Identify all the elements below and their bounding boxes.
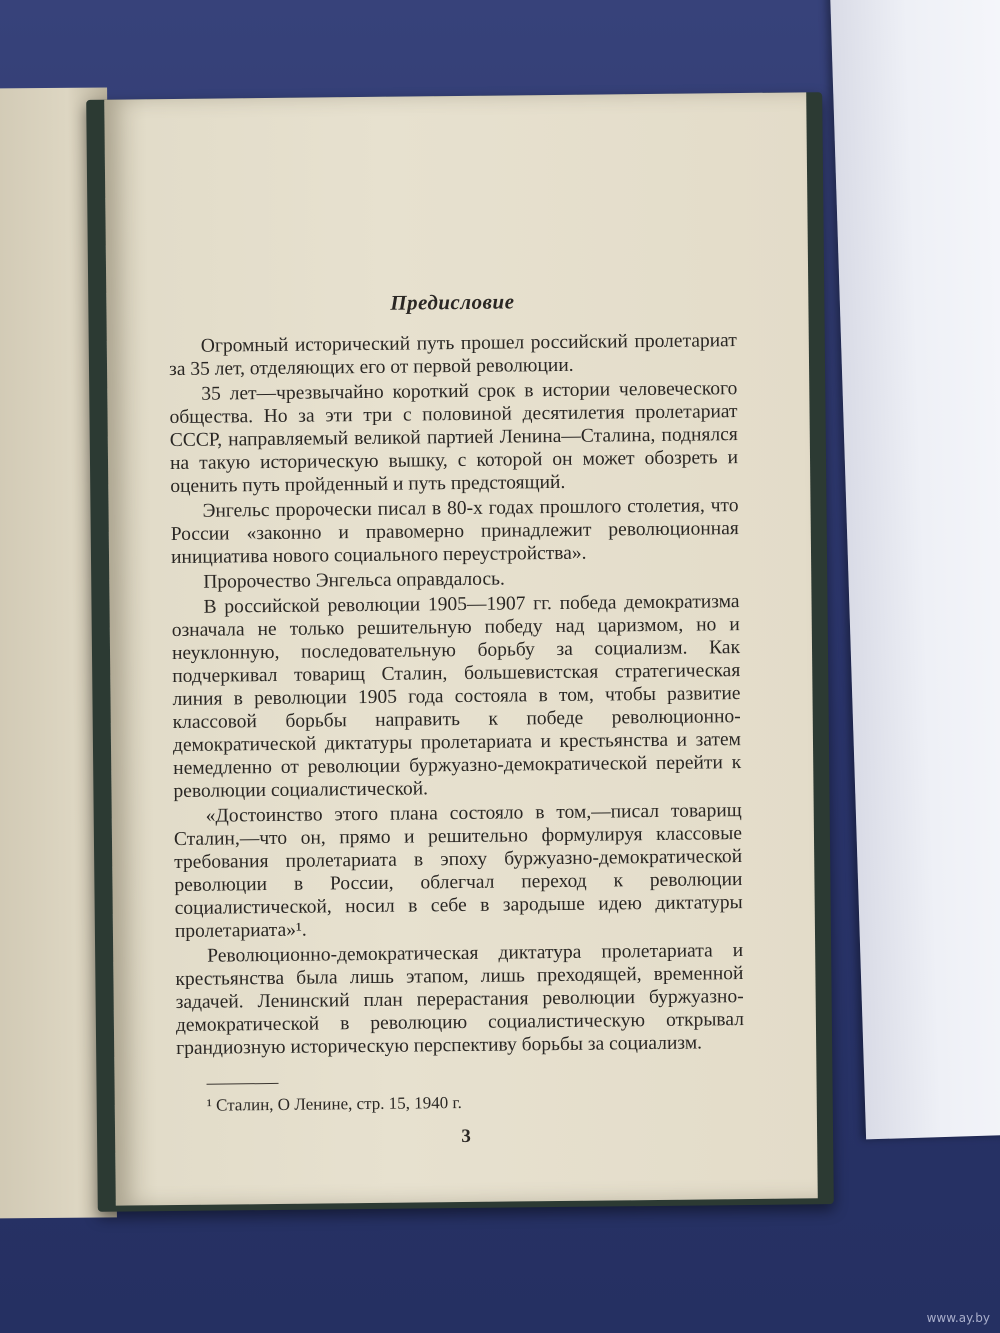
footnote: ¹ Сталин, О Ленине, стр. 15, 1940 г. xyxy=(206,1093,462,1115)
paragraph: Огромный исторический путь прошел российский пролетариат за 35 лет, отделяющих его от первой революции. xyxy=(168,330,737,381)
paragraph: Энгельс пророчески писал в 80-х годах прошлого столетия, что России «законно и правомерно принадлежит революционная инициатива нового социального переустройства». xyxy=(170,495,739,569)
paragraph: «Достоинство этого плана состояло в том,—писал товарищ Сталин,—что он, прямо и решительно формулируя классовые требования пролетариата в эпоху буржуазно-демократической революции в России, облегчал переход к революции социалистической, носил в себе в зародыше идею диктатуры пролетариата»¹. xyxy=(173,800,743,943)
page-number: 3 xyxy=(461,1125,471,1148)
page-text xyxy=(168,288,744,1062)
page-title: Предисловие xyxy=(390,289,515,315)
paragraph: Пророчество Энгельса оправдалось. xyxy=(203,568,505,593)
paragraph: Революционно-демократическая диктатура пролетариата и крестьянства была лишь этапом, лишь преходящей, временной задачей. Ленинский план перерастания революции буржуазно-демократической в революцию социалистическую открывал грандиозную историческую перспективу борьбы за социализм. xyxy=(175,940,745,1060)
paragraph: В российской революции 1905—1907 гг. победа демократизма означала не только решительную победу над царизмом, но и неуклонную, последовательную борьбу за социализм. Как подчеркивал товарищ Сталин, большевистская стратегическая линия в революции 1905 года состояла в том, чтобы развитие классовой борьбы направить к победе революционно-демократической диктатуры пролетариата и крестьянства и затем немедленно от революции буржуазно-демократической перейти к революции социалистической. xyxy=(171,591,742,803)
watermark: www.ay.by xyxy=(926,1311,990,1325)
book-page xyxy=(104,92,818,1205)
footnote-rule xyxy=(207,1083,279,1085)
paragraph: 35 лет—чрезвычайно короткий срок в истории человеческого общества. Но за эти три с половиной десятилетия пролетариат СССР, направляемый великой партией Ленина—Сталина, поднялся на такую историческую вышку, с которой он может обозреть и оценить путь пройденный и путь предстоящий. xyxy=(169,378,739,498)
